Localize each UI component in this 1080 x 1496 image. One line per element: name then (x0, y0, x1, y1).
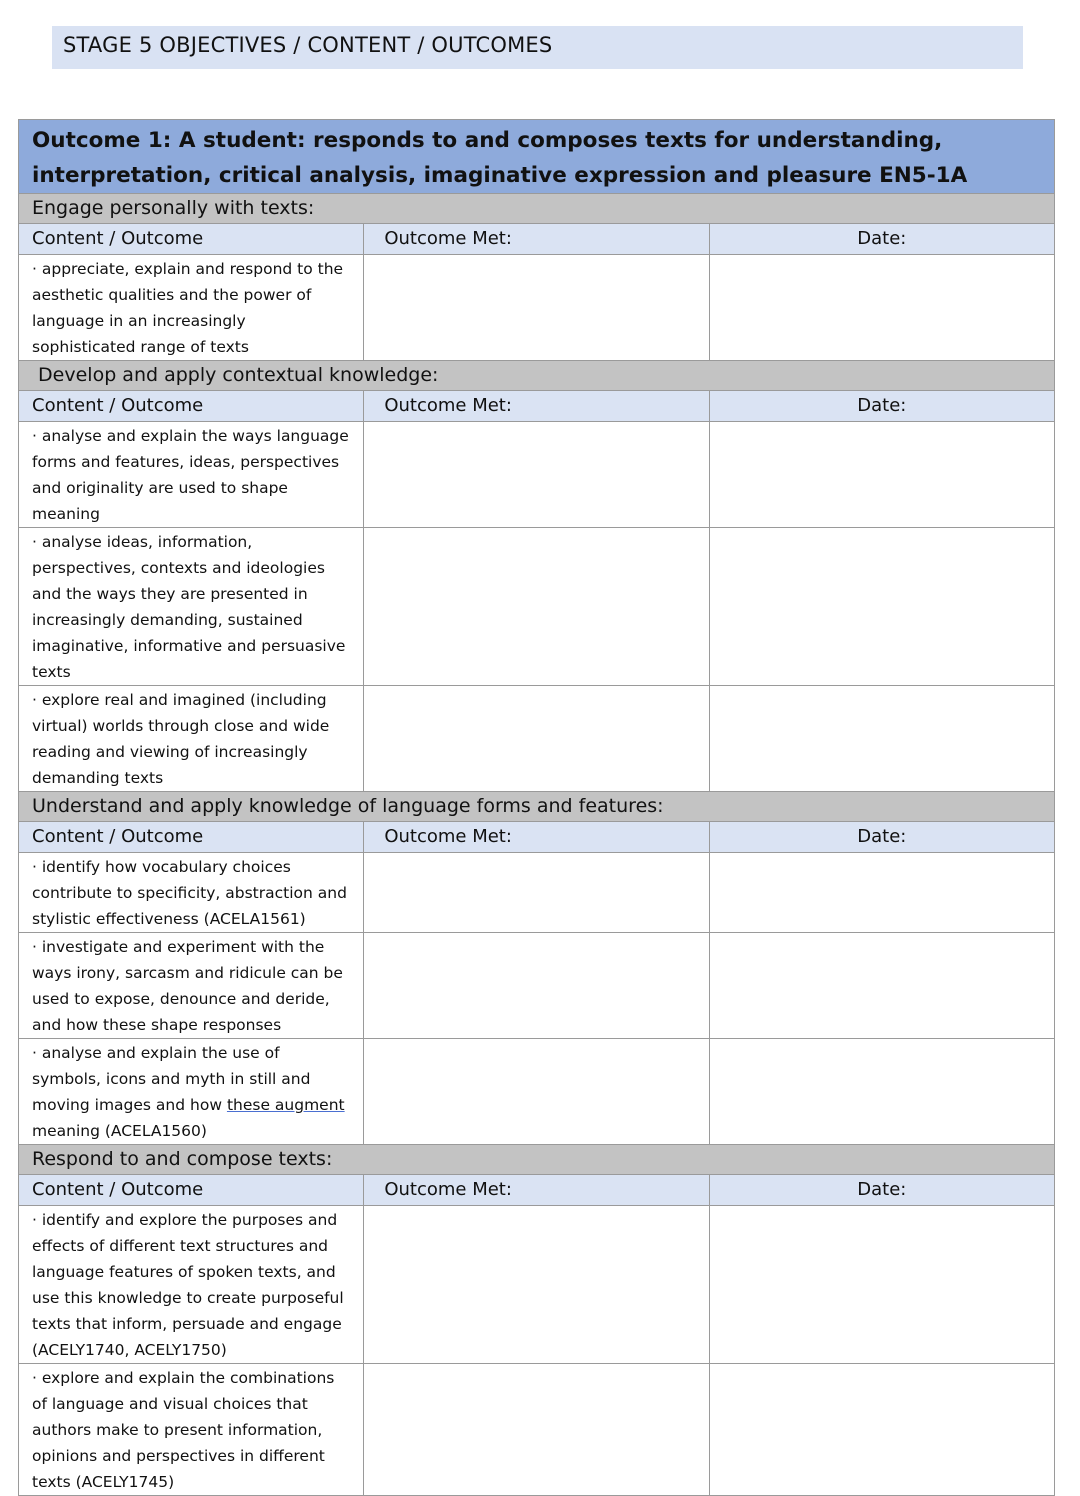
date-column-header: Date: (709, 1175, 1054, 1206)
date-cell[interactable] (709, 1364, 1054, 1496)
date-cell[interactable] (709, 255, 1054, 361)
outcome-met-cell[interactable] (364, 853, 709, 933)
section-heading-row (19, 194, 1055, 224)
section-heading-row (19, 361, 1055, 391)
date-cell[interactable] (709, 1206, 1054, 1364)
date-cell[interactable] (709, 422, 1054, 528)
table-row (19, 853, 1055, 933)
content-cell: · analyse ideas, information, perspectives, contexts and ideologies and the ways they are presented in increasingly demanding, sustained imaginative, informative and persuasive texts (19, 528, 364, 686)
content-cell: · explore real and imagined (including virtual) worlds through close and wide reading and viewing of increasingly demanding texts (19, 686, 364, 792)
content-text: meaning (ACELA1560) (32, 1122, 207, 1140)
content-cell: · explore and explain the combinations of language and visual choices that authors make to present information, opinions and perspectives in different texts (ACELY1745) (19, 1364, 364, 1496)
spellcheck-underlined-text: these augment (226, 1096, 345, 1114)
section-heading: Engage personally with texts: (19, 194, 1055, 224)
outcome-title: Outcome 1: A student: responds to and composes texts for understanding, interpretation, critical analysis, imaginative expression and pleasure EN5-1A (19, 120, 1055, 194)
content-cell (19, 1039, 364, 1145)
column-header-row (19, 391, 1055, 422)
table-row (19, 1206, 1055, 1364)
content-column-header: Content / Outcome (19, 1175, 364, 1206)
table-row (19, 255, 1055, 361)
outcome-met-cell[interactable] (364, 255, 709, 361)
date-cell[interactable] (709, 853, 1054, 933)
section-heading-row (19, 1145, 1055, 1175)
content-column-header: Content / Outcome (19, 391, 364, 422)
date-column-header: Date: (709, 391, 1054, 422)
date-column-header: Date: (709, 822, 1054, 853)
content-cell: · identify and explore the purposes and effects of different text structures and language features of spoken texts, and use this knowledge to create purposeful texts that inform, persuade and engage (ACELY1740, ACELY1750) (19, 1206, 364, 1364)
outcome-met-column-header: Outcome Met: (364, 822, 709, 853)
date-cell[interactable] (709, 933, 1054, 1039)
content-cell: · appreciate, explain and respond to the aesthetic qualities and the power of language in an increasingly sophisticated range of texts (19, 255, 364, 361)
table-row (19, 422, 1055, 528)
table-row (19, 1364, 1055, 1496)
table-row (19, 1039, 1055, 1145)
outcome-met-column-header: Outcome Met: (364, 1175, 709, 1206)
date-cell[interactable] (709, 686, 1054, 792)
date-cell[interactable] (709, 1039, 1054, 1145)
outcome-met-column-header: Outcome Met: (364, 224, 709, 255)
table-row (19, 686, 1055, 792)
outcome-met-cell[interactable] (364, 1364, 709, 1496)
outcome-met-cell[interactable] (364, 933, 709, 1039)
table-row (19, 528, 1055, 686)
page-banner: STAGE 5 OBJECTIVES / CONTENT / OUTCOMES (52, 26, 1023, 69)
outcome-met-cell[interactable] (364, 422, 709, 528)
content-column-header: Content / Outcome (19, 822, 364, 853)
outcome-met-column-header: Outcome Met: (364, 391, 709, 422)
date-column-header: Date: (709, 224, 1054, 255)
content-cell: · investigate and experiment with the ways irony, sarcasm and ridicule can be used to expose, denounce and deride, and how these shape responses (19, 933, 364, 1039)
content-cell: · identify how vocabulary choices contribute to specificity, abstraction and stylistic effectiveness (ACELA1561) (19, 853, 364, 933)
section-heading-row (19, 792, 1055, 822)
column-header-row (19, 822, 1055, 853)
content-text: · analyse and explain the use of symbols, icons and myth in still and moving images and how (32, 1044, 311, 1114)
outcome-met-cell[interactable] (364, 1206, 709, 1364)
outcome-met-cell[interactable] (364, 1039, 709, 1145)
column-header-row (19, 224, 1055, 255)
outcome-title-row (19, 120, 1055, 194)
outcome-met-cell[interactable] (364, 686, 709, 792)
date-cell[interactable] (709, 528, 1054, 686)
content-cell: · analyse and explain the ways language forms and features, ideas, perspectives and originality are used to shape meaning (19, 422, 364, 528)
section-heading: Respond to and compose texts: (19, 1145, 1055, 1175)
table-row (19, 933, 1055, 1039)
content-column-header: Content / Outcome (19, 224, 364, 255)
section-heading: Understand and apply knowledge of language forms and features: (19, 792, 1055, 822)
column-header-row (19, 1175, 1055, 1206)
outcome-met-cell[interactable] (364, 528, 709, 686)
section-heading: Develop and apply contextual knowledge: (19, 361, 1055, 391)
outcomes-table (18, 119, 1055, 1496)
